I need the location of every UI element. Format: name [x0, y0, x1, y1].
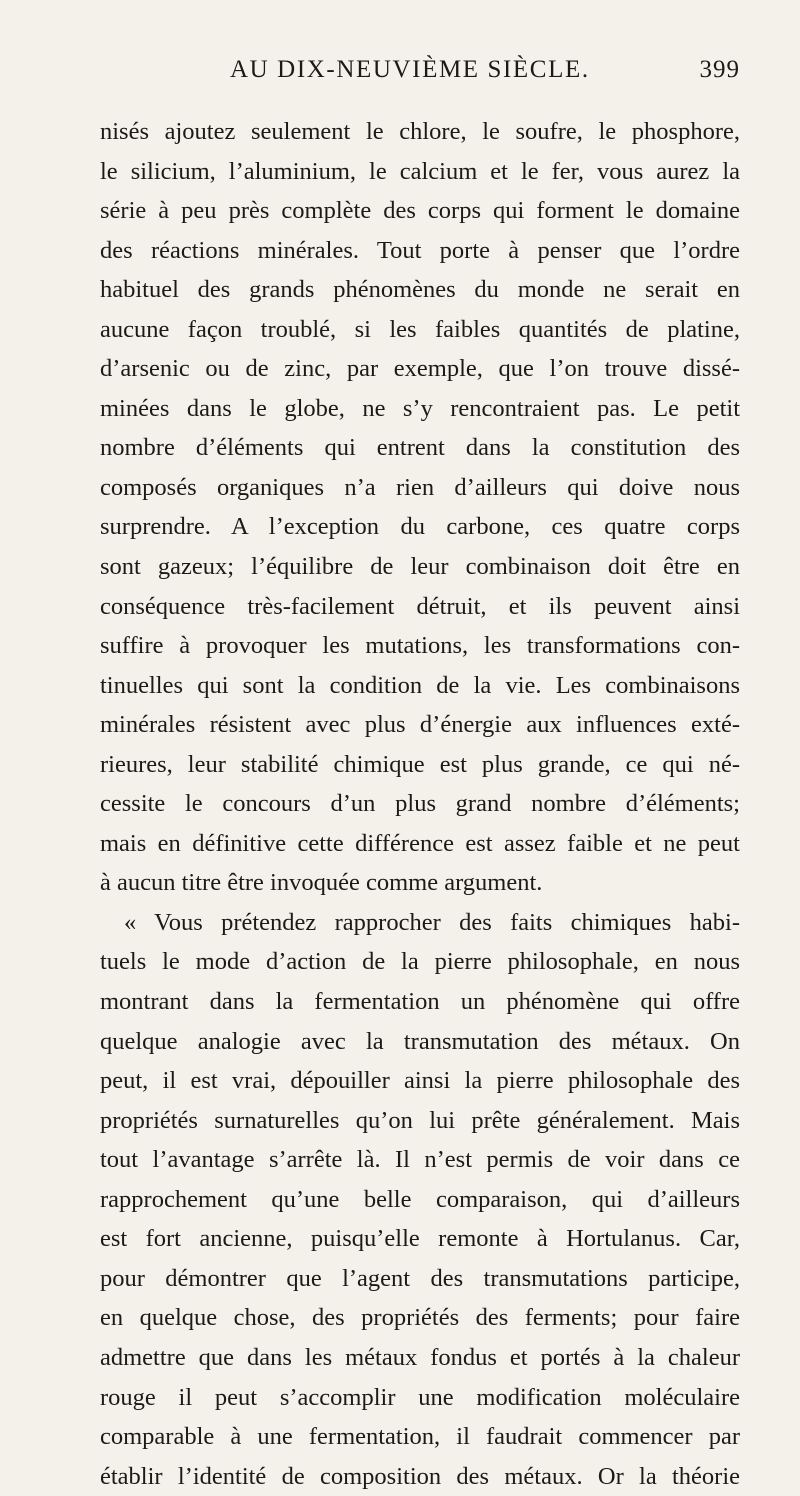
text-line: sont gazeux; l’équilibre de leur combinaison doit être en	[100, 553, 740, 581]
text-line: admettre que dans les métaux fondus et portés à la chaleur	[100, 1343, 740, 1371]
text-line: tinuelles qui sont la condition de la vie. Les combinaisons	[100, 671, 740, 699]
text-line: rieures, leur stabilité chimique est plus grande, ce qui né-	[100, 750, 740, 778]
text-line: cessite le concours d’un plus grand nombre d’éléments;	[100, 790, 740, 818]
text-line: montrant dans la fermentation un phénomène qui offre	[100, 988, 740, 1016]
text-line: tuels le mode d’action de la pierre philosophale, en nous	[100, 948, 740, 976]
text-line: comparable à une fermentation, il faudrait commencer par	[100, 1423, 740, 1451]
paragraph-start-line: « Vous prétendez rapprocher des faits chimiques habi-	[124, 908, 740, 936]
text-line: nombre d’éléments qui entrent dans la constitution des	[100, 434, 740, 462]
text-line: le silicium, l’aluminium, le calcium et le fer, vous aurez la	[100, 157, 740, 185]
text-line: surprendre. A l’exception du carbone, ces quatre corps	[100, 513, 740, 541]
text-line: mais en définitive cette différence est assez faible et ne peut	[100, 829, 740, 857]
body-text	[100, 112, 740, 1496]
text-line: conséquence très-facilement détruit, et ils peuvent ainsi	[100, 592, 740, 620]
text-line: composés organiques n’a rien d’ailleurs qui doive nous	[100, 473, 740, 501]
text-line: nisés ajoutez seulement le chlore, le soufre, le phosphore,	[100, 118, 740, 145]
text-line: tout l’avantage s’arrête là. Il n’est permis de voir dans ce	[100, 1146, 740, 1174]
text-line: quelque analogie avec la transmutation des métaux. On	[100, 1027, 740, 1055]
page-number: 399	[699, 56, 740, 83]
text-line: rouge il peut s’accomplir une modification moléculaire	[100, 1383, 740, 1411]
text-line: des réactions minérales. Tout porte à penser que l’ordre	[100, 236, 740, 264]
text-line: minérales résistent avec plus d’énergie aux influences exté-	[100, 711, 740, 739]
text-line: d’arsenic ou de zinc, par exemple, que l’on trouve dissé-	[100, 355, 740, 383]
text-line: propriétés surnaturelles qu’on lui prête généralement. Mais	[100, 1106, 740, 1134]
text-line: minées dans le globe, ne s’y rencontraient pas. Le petit	[100, 394, 740, 422]
text-line: rapprochement qu’une belle comparaison, qui d’ailleurs	[100, 1185, 740, 1213]
text-line: établir l’identité de composition des métaux. Or la théorie	[100, 1462, 740, 1490]
text-line: série à peu près complète des corps qui forment le domaine	[100, 197, 740, 225]
text-line: pour démontrer que l’agent des transmutations participe,	[100, 1264, 740, 1292]
text-line: est fort ancienne, puisqu’elle remonte à Hortulanus. Car,	[100, 1225, 740, 1253]
text-line: aucune façon troublé, si les faibles quantités de platine,	[100, 315, 740, 343]
text-line: suffire à provoquer les mutations, les transformations con-	[100, 632, 740, 660]
text-line: habituel des grands phénomènes du monde ne serait en	[100, 276, 740, 304]
paragraph-end-line: à aucun titre être invoquée comme argument.	[100, 869, 543, 897]
text-line: peut, il est vrai, dépouiller ainsi la pierre philosophale des	[100, 1067, 740, 1095]
running-head	[100, 56, 740, 92]
text-line: en quelque chose, des propriétés des ferments; pour faire	[100, 1304, 740, 1332]
running-title: AU DIX-NEUVIÈME SIÈCLE.	[230, 56, 590, 83]
